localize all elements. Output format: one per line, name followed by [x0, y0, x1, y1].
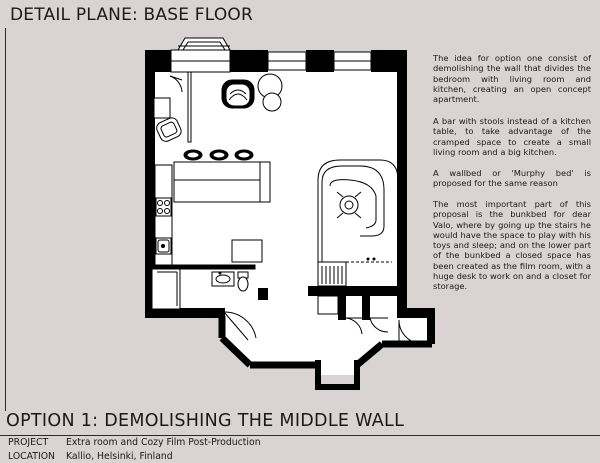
- bay-window: [178, 38, 230, 50]
- page-title: DETAIL PLANE: BASE FLOOR: [10, 5, 253, 25]
- project-value: Extra room and Cozy Film Post-Production: [66, 437, 261, 448]
- location-value: Kallio, Helsinki, Finland: [66, 451, 173, 462]
- description-paragraph-2: A bar with stools instead of a kitchen table, to take advantage of the cramped space to create a small living room and a big kitchen.: [433, 116, 591, 157]
- description-paragraph-1: The idea for option one consist of demolishing the wall that divides the bedroom with living room and kitchen, creating an open concept apartment.: [433, 53, 591, 105]
- armchair: [222, 80, 254, 108]
- windows: [171, 50, 371, 72]
- option-title: OPTION 1: DEMOLISHING THE MIDDLE WALL: [6, 411, 405, 431]
- project-label: PROJECT: [8, 437, 49, 448]
- location-label: LOCATION: [8, 451, 55, 462]
- description-paragraph-3: A wallbed or 'Murphy bed' is proposed for the same reason: [433, 168, 591, 189]
- stools: [184, 150, 253, 160]
- description-paragraph-4: The most important part of this proposal is the bunkbed for dear Valo, where by going up the stairs he would have the space to play with his toys and sleep; and on the lower part of the bunkbed a closed space has been created as the film room, with a huge desk to work on and a closet for storage.: [433, 199, 591, 292]
